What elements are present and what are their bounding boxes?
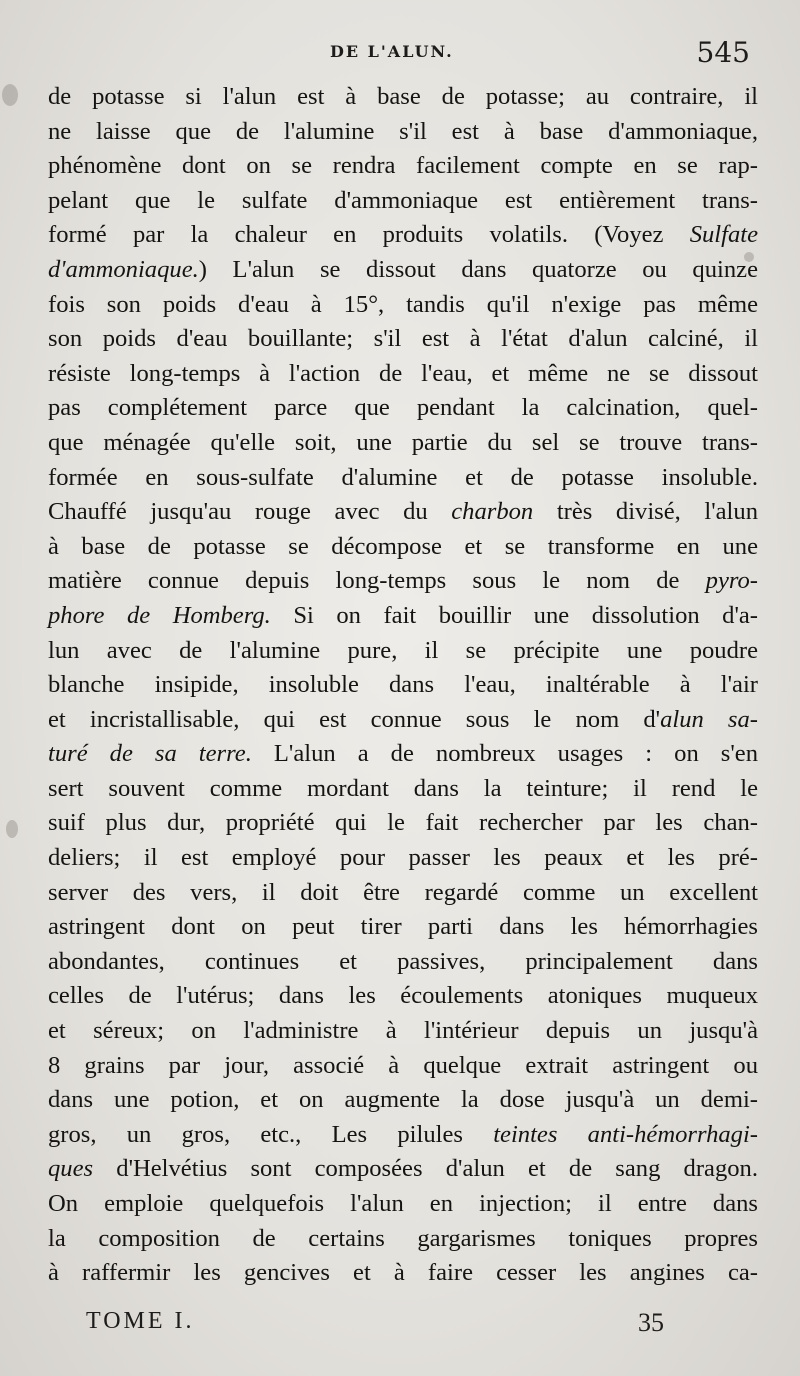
text-line: phénomène dont on se rendra facilement compte en se rap- [48, 152, 758, 180]
text-line: 8 grains par jour, associé à quelque extrait astringent ou [48, 1051, 758, 1079]
text-line: que ménagée qu'elle soit, une partie du sel se trouve trans- [48, 428, 758, 456]
running-head [0, 36, 800, 68]
page-footer [0, 1308, 800, 1348]
text-line: fois son poids d'eau à 15°, tandis qu'il n'exige pas même [48, 290, 758, 318]
text-line: deliers; il est employé pour passer les peaux et les pré- [48, 844, 758, 872]
text-line: formé par la chaleur en produits volatils. (Voyez Sulfate [48, 221, 758, 249]
text-line: d'ammoniaque.) L'alun se dissout dans quatorze ou quinze [48, 255, 758, 283]
text-line: phore de Homberg. Si on fait bouillir une dissolution d'a- [48, 601, 759, 629]
text-line: ne laisse que de l'alumine s'il est à base d'ammoniaque, [48, 117, 758, 145]
text-line: matière connue depuis long-temps sous le nom de pyro- [48, 567, 758, 595]
text-line: formée en sous-sulfate d'alumine et de potasse insoluble. [48, 463, 758, 491]
text-line: de potasse si l'alun est à base de potasse; au contraire, il [48, 83, 758, 110]
text-line: gros, un gros, etc., Les pilules teintes anti-hémorrhagi- [48, 1120, 758, 1148]
text-line: turé de sa terre. L'alun a de nombreux usages : on s'en [48, 740, 759, 768]
text-line: On emploie quelquefois l'alun en injection; il entre dans [48, 1190, 758, 1217]
page-number: 545 [696, 36, 750, 69]
text-line: sert souvent comme mordant dans la teinture; il rend le [48, 774, 758, 802]
volume-label: TOME I. [86, 1308, 195, 1334]
foxing-spot [6, 820, 18, 838]
text-line: à raffermir les gencives et à faire cesser les angines ca- [48, 1259, 758, 1287]
text-line: pelant que le sulfate d'ammoniaque est entièrement trans- [48, 186, 758, 214]
text-line: Chauffé jusqu'au rouge avec du charbon très divisé, l'alun [48, 498, 758, 526]
text-line: ques d'Helvétius sont composées d'alun et de sang dragon. [48, 1155, 758, 1183]
text-line: suif plus dur, propriété qui le fait rechercher par les chan- [48, 809, 758, 837]
text-line: server des vers, il doit être regardé comme un excellent [48, 878, 758, 906]
text-line: la composition de certains gargarismes toniques propres [48, 1224, 758, 1252]
text-line: blanche insipide, insoluble dans l'eau, inaltérable à l'air [48, 671, 758, 699]
text-line: pas complétement parce que pendant la calcination, quel- [48, 394, 758, 422]
signature-mark: 35 [638, 1308, 664, 1337]
text-line: abondantes, continues et passives, principalement dans [48, 947, 758, 975]
text-line: astringent dont on peut tirer parti dans les hémorrhagies [48, 913, 758, 941]
text-line: celles de l'utérus; dans les écoulements atoniques muqueux [48, 982, 758, 1010]
body-text [48, 80, 758, 1291]
text-line: son poids d'eau bouillante; s'il est à l'état d'alun calciné, il [48, 325, 758, 353]
text-line: et incristallisable, qui est connue sous le nom d'alun sa- [48, 705, 758, 733]
text-line: résiste long-temps à l'action de l'eau, et même ne se dissout [48, 359, 758, 387]
text-line: lun avec de l'alumine pure, il se précipite une poudre [48, 636, 758, 664]
text-line: dans une potion, et on augmente la dose jusqu'à un demi- [48, 1086, 758, 1114]
text-line: à base de potasse se décompose et se transforme en une [48, 532, 758, 560]
text-line: et séreux; on l'administre à l'intérieur depuis un jusqu'à [48, 1017, 758, 1045]
running-title: DE L'ALUN. [330, 42, 454, 61]
foxing-spot [2, 84, 18, 106]
